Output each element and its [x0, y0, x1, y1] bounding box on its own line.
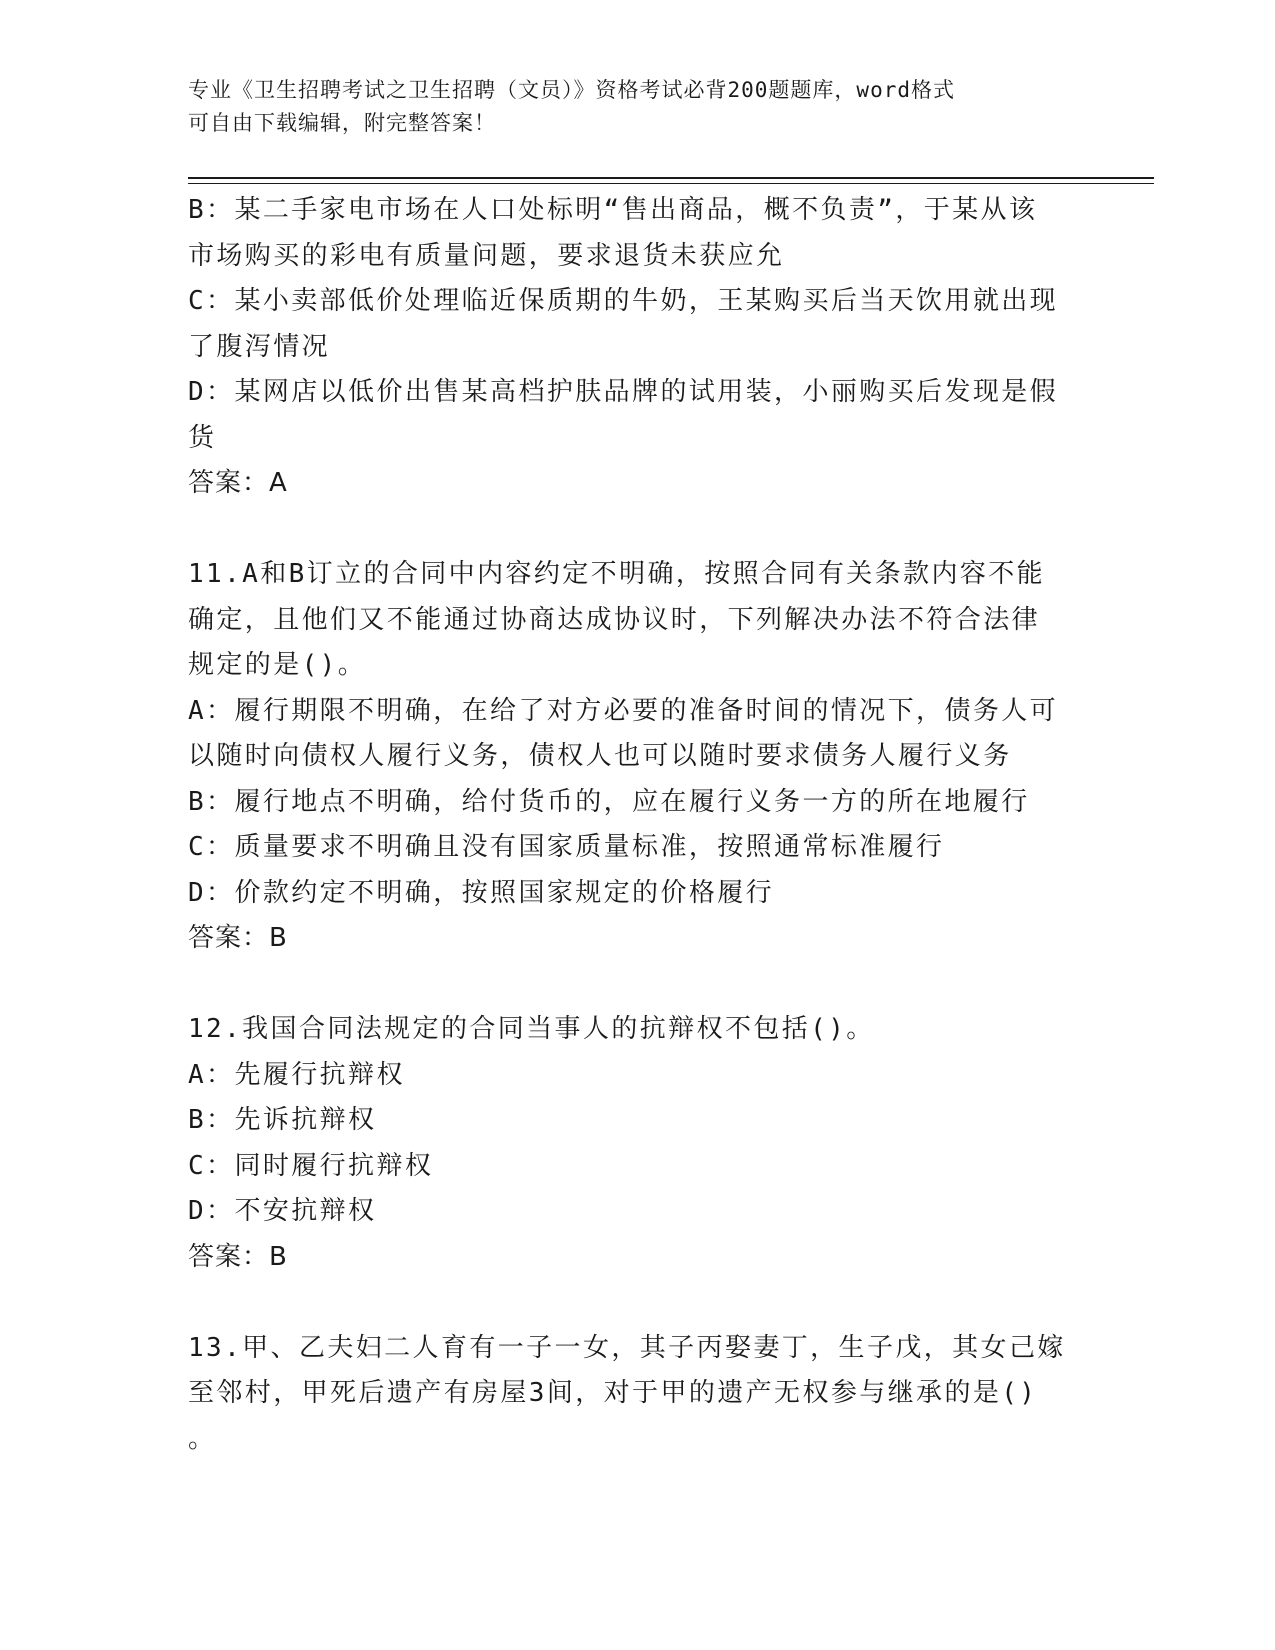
header-divider-thick	[188, 177, 1154, 179]
option-c-text: C：质量要求不明确且没有国家质量标准，按照通常标准履行	[188, 832, 945, 862]
question-stem: 规定的是()。	[188, 650, 367, 680]
option-d-text: D：价款约定不明确，按照国家规定的价格履行	[188, 877, 775, 908]
answer-label: 答案：B	[188, 1241, 288, 1272]
question-stem: 至邻村，甲死后遗产有房屋3间，对于甲的遗产无权参与继承的是()	[188, 1378, 1038, 1408]
option-d-text: 货	[188, 422, 217, 453]
question-content	[188, 188, 1068, 1462]
question-stem: 确定，且他们又不能通过协商达成协议时，下列解决办法不符合法律	[188, 604, 1041, 635]
question-stem: 12.我国合同法规定的合同当事人的抗辩权不包括()。	[188, 1014, 875, 1044]
question-stem: 。	[188, 1423, 217, 1454]
question-10-tail	[188, 188, 1068, 507]
question-stem: 11.A和B订立的合同中内容约定不明确，按照合同有关条款内容不能	[188, 559, 1046, 589]
option-b-text: B：某二手家电市场在人口处标明“售出商品，概不负责”，于某从该	[188, 195, 1038, 225]
answer-label: 答案：A	[188, 468, 288, 498]
option-b-text: 市场购买的彩电有质量问题，要求退货未获应允	[188, 240, 785, 271]
option-b-text: B：先诉抗辩权	[188, 1105, 377, 1135]
option-a-text: A：先履行抗辩权	[188, 1059, 405, 1090]
spacer	[188, 507, 1068, 553]
option-a-text: 以随时向债权人履行义务，债权人也可以随时要求债务人履行义务	[188, 741, 1012, 771]
option-d-text: D：某网店以低价出售某高档护肤品牌的试用装，小丽购买后发现是假	[188, 377, 1059, 407]
header-title-line-2: 可自由下载编辑，附完整答案！	[188, 111, 496, 135]
spacer	[188, 962, 1068, 1008]
answer-label: 答案：B	[188, 923, 288, 953]
option-c-text: C：某小卖部低价处理临近保质期的牛奶，王某购买后当天饮用就出现	[188, 286, 1059, 316]
option-c-text: C：同时履行抗辩权	[188, 1150, 434, 1181]
spacer	[188, 1280, 1068, 1326]
option-b-text: B：履行地点不明确，给付货币的，应在履行义务一方的所在地履行	[188, 786, 1030, 817]
question-13	[188, 1326, 1068, 1463]
option-d-text: D：不安抗辩权	[188, 1196, 377, 1226]
question-12	[188, 1007, 1068, 1280]
question-11	[188, 552, 1068, 962]
document-header	[188, 74, 1088, 140]
option-c-text: 了腹泻情况	[188, 331, 331, 362]
header-title-line-1: 专业《卫生招聘考试之卫生招聘（文员）》资格考试必背200题题库，word格式	[188, 78, 955, 102]
question-stem: 13.甲、乙夫妇二人育有一子一女，其子丙娶妻丁，生子戊，其女己嫁	[188, 1332, 1066, 1363]
option-a-text: A：履行期限不明确，在给了对方必要的准备时间的情况下，债务人可	[188, 695, 1059, 726]
header-divider-thin	[188, 183, 1154, 184]
